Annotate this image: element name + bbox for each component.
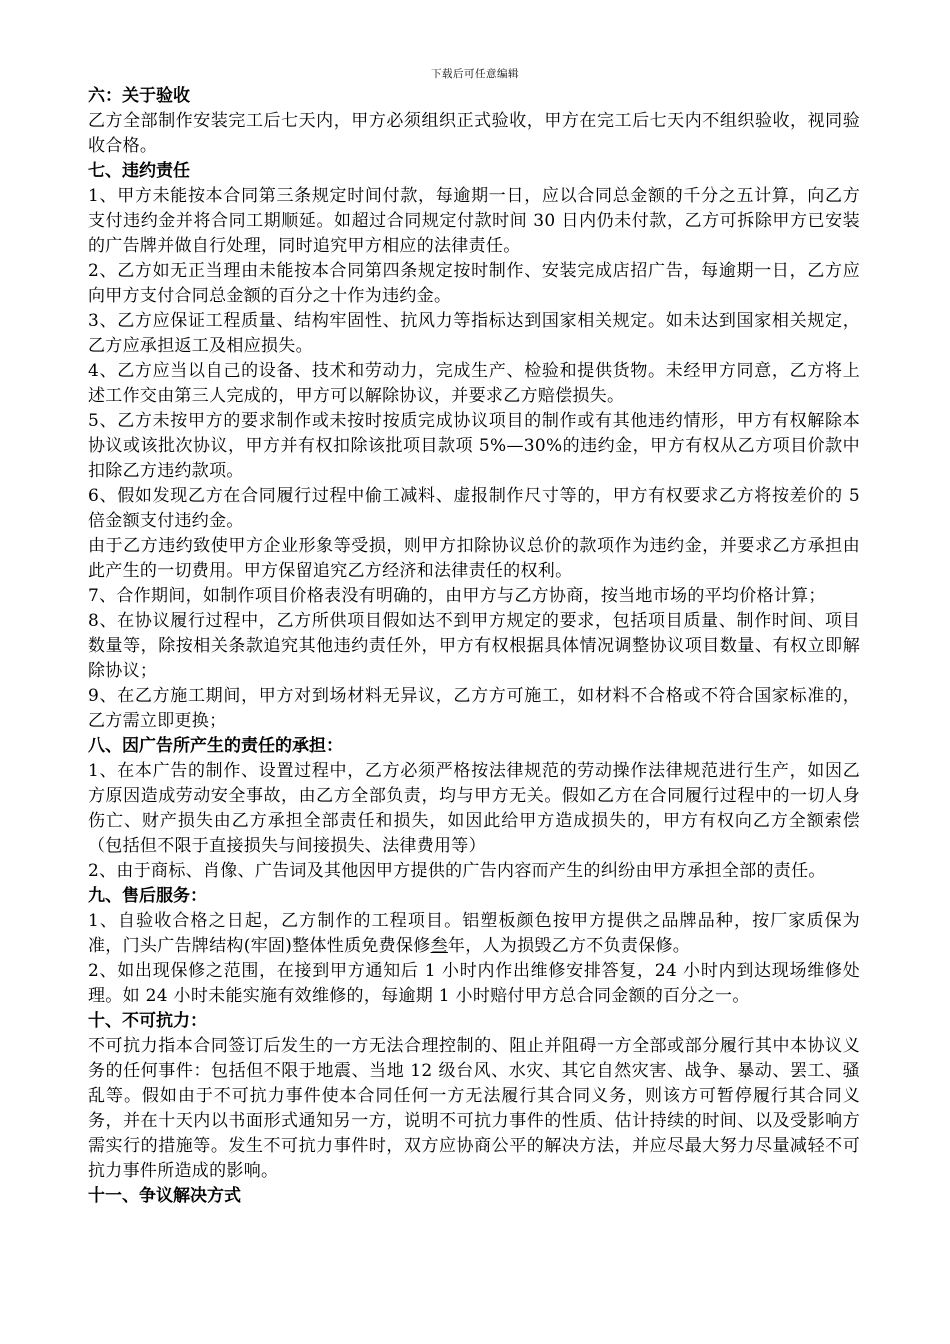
- page-header: 下载后可任意编辑: [431, 68, 519, 80]
- paragraph: 5、乙方未按甲方的要求制作或未按时按质完成协议项目的制作或有其他违约情形，甲方有权解除本协议或该批次协议，甲方并有权扣除该批项目款项 5%—30%的违约金，甲方有权从乙方项目价款中扣除乙方违约款项。: [88, 411, 860, 481]
- paragraph: 3、乙方应保证工程质量、结构牢固性、抗风力等指标达到国家相关规定。如未达到国家相关规定，乙方应承担返工及相应损失。: [88, 311, 860, 356]
- paragraph: 2、乙方如无正当理由未能按本合同第四条规定按时制作、安装完成店招广告，每逾期一日，乙方应向甲方支付合同总金额的百分之十作为违约金。: [88, 261, 860, 306]
- paragraph: 7、合作期间，如制作项目价格表没有明确的，由甲方与乙方协商，按当地市场的平均价格计算；: [88, 586, 826, 606]
- paragraph: 由于乙方违约致使甲方企业形象等受损，则甲方扣除协议总价的款项作为违约金，并要求乙方承担由此产生的一切费用。甲方保留追究乙方经济和法律责任的权利。: [88, 536, 860, 581]
- paragraph: 2、如出现保修之范围，在接到甲方通知后 1 小时内作出维修安排答复，24 小时内到达现场维修处理。如 24 小时未能实施有效维修的，每逾期 1 小时赔付甲方总合同金额的百分之一。: [88, 961, 860, 1006]
- paragraph: 不可抗力指本合同签订后发生的一方无法合理控制的、阻止并阻碍一方全部或部分履行其中本协议义务的任何事件：包括但不限于地震、当地 12 级台风、水灾、其它自然灾害、战争、暴动、罢工、骚乱等。假如由于不可抗力事件使本合同任何一方无法履行其合同义务，则该方可暂停履行其合同义务，并在十天内以书面形式通知另一方，说明不可抗力事件的性质、估计持续的时间、以及受影响方需实行的措施等。发生不可抗力事件时，双方应协商公平的解决方法，并应尽最大努力尽量减轻不可抗力事件所造成的影响。: [88, 1036, 860, 1181]
- paragraph: 1、在本广告的制作、设置过程中，乙方必须严格按法律规范的劳动操作法律规范进行生产，如因乙方原因造成劳动安全事故，由乙方全部负责，均与甲方无关。假如乙方在合同履行过程中的一切人身伤亡、财产损失由乙方承担全部责任和损失，如因此给甲方造成损失的，甲方有权向乙方全额索偿（包括但不限于直接损失与间接损失、法律费用等）: [88, 761, 860, 856]
- paragraph: 4、乙方应当以自己的设备、技术和劳动力，完成生产、检验和提供货物。未经甲方同意，乙方将上述工作交由第三人完成的，甲方可以解除协议，并要求乙方赔偿损失。: [88, 361, 860, 406]
- paragraph: 1、甲方未能按本合同第三条规定时间付款，每逾期一日，应以合同总金额的千分之五计算，向乙方支付违约金并将合同工期顺延。如超过合同规定付款时间 30 日内仍未付款，乙方可拆除甲方已安装的广告牌并做自行处理，同时追究甲方相应的法律责任。: [88, 186, 860, 256]
- section-heading-liability: 七、违约责任: [88, 161, 190, 181]
- section-heading-after-sales: 九、售后服务：: [88, 886, 207, 906]
- section-heading-dispute: 十一、争议解决方式: [88, 1186, 241, 1206]
- text-span: 年，人为损毁乙方不负责保修。: [447, 936, 691, 956]
- section-heading-force-majeure: 十、不可抗力：: [88, 1011, 207, 1031]
- paragraph: 9、在乙方施工期间，甲方对到场材料无异议，乙方方可施工，如材料不合格或不符合国家标准的，乙方需立即更换；: [88, 686, 860, 731]
- section-heading-acceptance: 六：关于验收: [88, 86, 190, 106]
- document-body: [88, 84, 860, 1209]
- paragraph: 6、假如发现乙方在合同履行过程中偷工减料、虚报制作尺寸等的，甲方有权要求乙方将按差价的 5 倍金额支付违约金。: [88, 486, 860, 531]
- warranty-years: 叁: [430, 936, 448, 956]
- paragraph: 8、在协议履行过程中，乙方所供项目假如达不到甲方规定的要求，包括项目质量、制作时间、项目数量等，除按相关条款追究其他违约责任外，甲方有权根据具体情况调整协议项目数量、有权立即解除协议；: [88, 611, 860, 681]
- section-heading-ad-responsibility: 八、因广告所产生的责任的承担：: [88, 736, 343, 756]
- paragraph: 2、由于商标、肖像、广告词及其他因甲方提供的广告内容而产生的纠纷由甲方承担全部的责任。: [88, 861, 826, 881]
- text-span: 1、自验收合格之日起，乙方制作的工程项目。铝塑板颜色按甲方提供之品牌品种，按厂家质保为准，门头广告牌结构(牢固)整体性质免费保修: [88, 911, 860, 956]
- paragraph: 乙方全部制作安装完工后七天内，甲方必须组织正式验收，甲方在完工后七天内不组织验收，视同验收合格。: [88, 111, 860, 156]
- paragraph: [88, 909, 860, 959]
